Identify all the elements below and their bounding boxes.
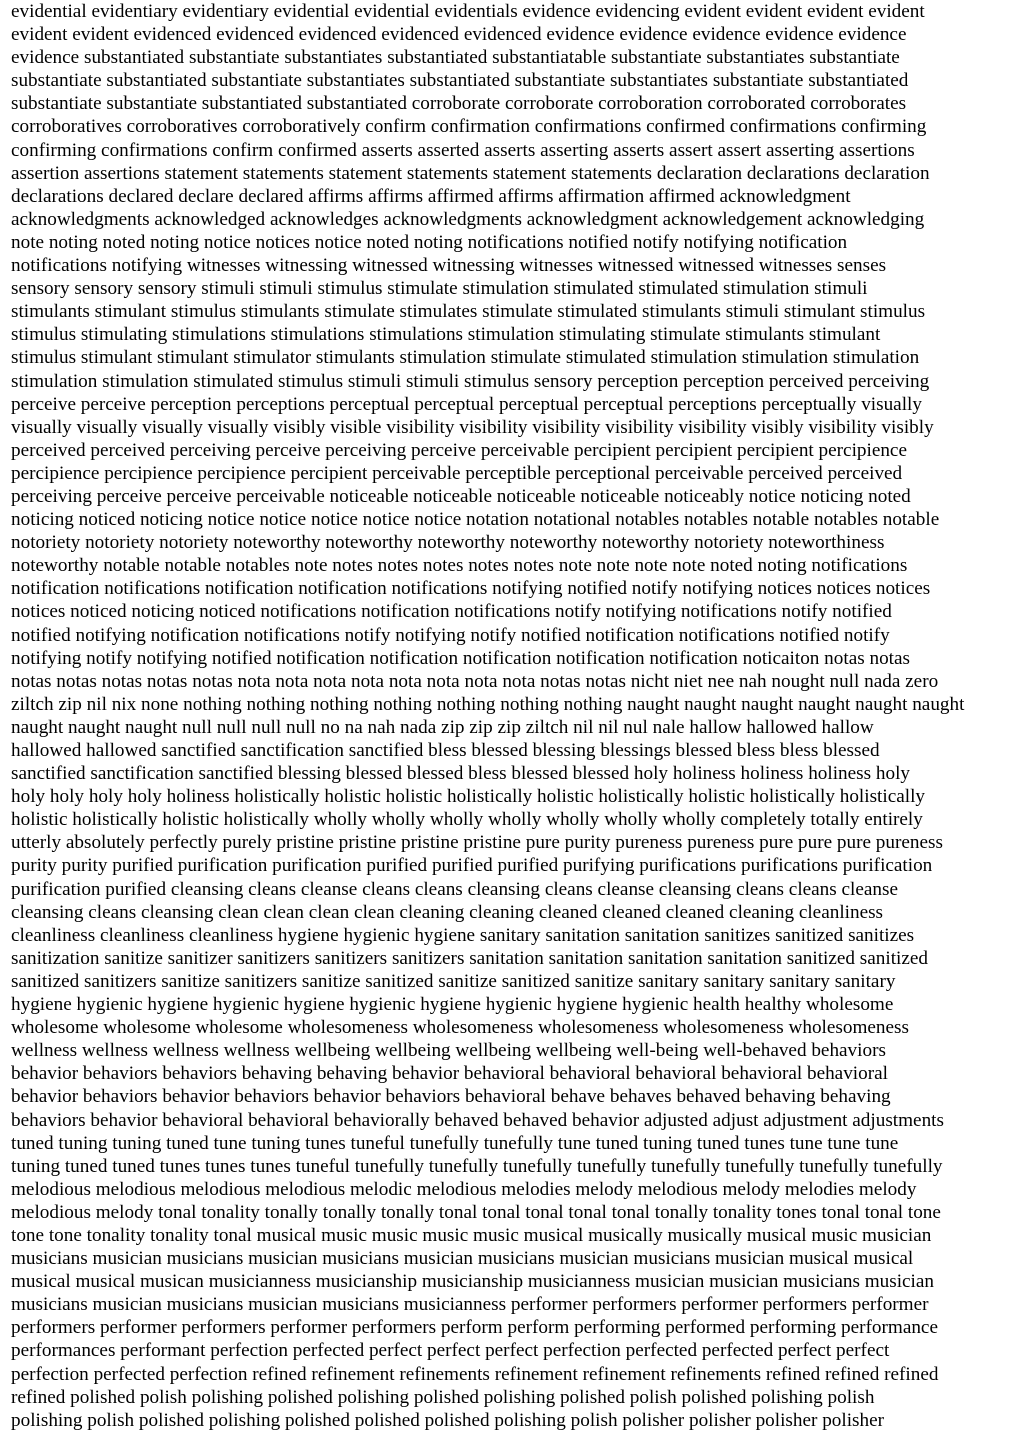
text-line: performances performant perfection perfected perfect perfect perfect perfection perfected perfected perfect perfect	[11, 1340, 890, 1362]
text-line: stimulation stimulation stimulated stimulus stimuli stimuli stimulus sensory perception perception perceived perceiving	[11, 370, 930, 392]
text-line: sanitization sanitize sanitizer sanitizers sanitizers sanitizers sanitation sanitation sanitation sanitation sanitized sanitized	[11, 947, 928, 969]
text-line: notoriety notoriety notoriety noteworthy noteworthy noteworthy noteworthy noteworthy notoriety noteworthiness	[11, 532, 885, 554]
text-line: noteworthy notable notable notables note notes notes notes notes notes note note note note noted noting notifications	[11, 555, 908, 577]
text-line: notas notas notas notas notas nota nota nota nota nota nota nota nota notas notas nicht niet nee nah nought null nada zero	[11, 670, 939, 692]
text-line: tuned tuning tuning tuned tune tuning tunes tuneful tunefully tunefully tune tuned tuning tuned tunes tune tune tune	[11, 1132, 899, 1154]
text-line: holy holy holy holy holiness holistically holistic holistic holistically holistic holistically holistic holistically holistically	[11, 786, 926, 808]
text-line: refined polished polish polishing polished polishing polished polishing polished polish polished polishing polish	[11, 1386, 875, 1408]
text-line: melodious melodious melodious melodious melodic melodious melodies melody melodious melody melodies melody	[11, 1178, 917, 1200]
text-line: perfection perfected perfection refined refinement refinements refinement refinement refinements refined refined refined	[11, 1363, 939, 1385]
text-line: perceiving perceive perceive perceivable noticeable noticeable noticeable noticeable noticeably notice noticing noted	[11, 485, 911, 507]
text-line: noticing noticed noticing notice notice notice notice notice notation notational notables notables notable notables notable	[11, 509, 940, 531]
text-line: hygiene hygienic hygiene hygienic hygiene hygienic hygiene hygienic hygiene hygienic health healthy wholesome	[11, 994, 894, 1016]
text-line: substantiate substantiate substantiated substantiated corroborate corroborate corroboration corroborated corroborates	[11, 93, 907, 115]
text-line: notices noticed noticing noticed notifications notification notifications notify notifying notifications notify notified	[11, 601, 892, 623]
text-line: purity purity purified purification purification purified purified purified purifying purifications purifications purification	[11, 855, 933, 877]
text-line: musicians musician musicians musician musicians musician musicians musician musicians musician musical musical	[11, 1248, 914, 1270]
text-line: notifications notifying witnesses witnessing witnessed witnessing witnesses witnessed witnessed witnesses senses	[11, 255, 887, 277]
text-line: notification notifications notification notification notifications notifying notified notify notifying notices notices notices	[11, 578, 931, 600]
text-line: behaviors behavior behavioral behavioral behaviorally behaved behaved behavior adjusted adjust adjustment adjustments	[11, 1109, 944, 1131]
text-line: sanitized sanitizers sanitize sanitizers sanitize sanitized sanitize sanitized sanitize sanitary sanitary sanitary sanitary	[11, 970, 896, 992]
text-line: naught naught naught null null null null no na nah nada zip zip zip ziltch nil nil nul nale hallow hallowed hallow	[11, 716, 874, 738]
text-line: visually visually visually visually visibly visible visibility visibility visibility visibility visibility visibly visibility visibly	[11, 416, 934, 438]
text-line: stimulus stimulant stimulant stimulator stimulants stimulation stimulate stimulated stimulation stimulation stimulation	[11, 347, 920, 369]
text-line: evidential evidentiary evidentiary evidential evidential evidentials evidence evidencing evident evident evident evident	[11, 1, 925, 22]
text-line: stimulus stimulating stimulations stimulations stimulations stimulation stimulating stimulate stimulants stimulant	[11, 324, 881, 346]
text-line: substantiate substantiated substantiate substantiates substantiated substantiate substantiates substantiate substantiated	[11, 70, 909, 92]
text-line: notifying notify notifying notified notification notification notification notification notification noticaiton notas notas	[11, 647, 910, 669]
text-line: assertion assertions statement statements statement statements statement statements declaration declarations declaration	[11, 162, 930, 184]
text-line: ziltch zip nil nix none nothing nothing nothing nothing nothing nothing nothing naught naught naught naught naught naught	[11, 693, 965, 715]
text-line: evident evident evidenced evidenced evidenced evidenced evidenced evidence evidence evidence evidence evidence	[11, 24, 907, 46]
text-line: confirming confirmations confirm confirmed asserts asserted asserts asserting asserts assert assert asserting assertions	[11, 139, 915, 161]
text-line: behavior behaviors behaviors behaving behaving behavior behavioral behavioral behavioral behavioral behavioral	[11, 1063, 888, 1085]
text-line: utterly absolutely perfectly purely pristine pristine pristine pristine pure purity pureness pureness pure pure pure pureness	[11, 832, 943, 854]
text-line: holistic holistically holistic holistically wholly wholly wholly wholly wholly wholly wholly completely totally entirely	[11, 809, 923, 831]
text-line: acknowledgments acknowledged acknowledges acknowledgments acknowledgment acknowledgement acknowledging	[11, 208, 925, 230]
text-line: wholesome wholesome wholesome wholesomeness wholesomeness wholesomeness wholesomeness wholesomeness	[11, 1017, 909, 1039]
text-line: sensory sensory sensory stimuli stimuli stimulus stimulate stimulation stimulated stimulated stimulation stimuli	[11, 278, 868, 300]
text-line: note noting noted noting notice notices notice noted noting notifications notified notify notifying notification	[11, 231, 848, 253]
text-line: declarations declared declare declared affirms affirms affirmed affirms affirmation affirmed acknowledgment	[11, 185, 851, 207]
text-line: evidence substantiated substantiate substantiates substantiated substantiatable substantiate substantiates substantiate	[11, 47, 900, 69]
text-line: wellness wellness wellness wellness wellbeing wellbeing wellbeing wellbeing well-being well-behaved behaviors	[11, 1040, 886, 1062]
text-line: stimulants stimulant stimulus stimulants stimulate stimulates stimulate stimulated stimulants stimuli stimulant stimulus	[11, 301, 926, 323]
text-line: sanctified sanctification sanctified blessing blessed blessed bless blessed blessed holy holiness holiness holiness holy	[11, 763, 911, 785]
text-line: corroboratives corroboratives corroboratively confirm confirmation confirmations confirmed confirmations confirming	[11, 116, 927, 138]
text-line: polishing polish polished polishing polished polished polished polishing polish polisher polisher polisher polisher	[11, 1409, 885, 1431]
text-line: purification purified cleansing cleans cleanse cleans cleans cleansing cleans cleanse cleansing cleans cleans cleanse	[11, 878, 899, 900]
text-line: cleansing cleans cleansing clean clean clean clean cleaning cleaning cleaned cleaned cleaned cleaning cleanliness	[11, 901, 884, 923]
text-line: behavior behaviors behavior behaviors behavior behaviors behavioral behave behaves behaved behaving behaving	[11, 1086, 891, 1108]
text-line: melodious melody tonal tonality tonally tonally tonally tonal tonal tonal tonal tonal tonally tonality tones tonal tonal tone	[11, 1201, 941, 1223]
text-line: musical musical musican musicianness musicianship musicianship musicianness musician musician musicians musician	[11, 1271, 934, 1293]
text-line: notified notifying notification notifications notify notifying notify notified notification notifications notified notify	[11, 624, 890, 646]
text-line: cleanliness cleanliness cleanliness hygiene hygienic hygiene sanitary sanitation sanitation sanitizes sanitized sanitizes	[11, 924, 915, 946]
text-line: tuning tuned tuned tunes tunes tunes tuneful tunefully tunefully tunefully tunefully tunefully tunefully tunefully tunefully	[11, 1155, 943, 1177]
text-line: perceive perceive perception perceptions perceptual perceptual perceptual perceptual perceptions perceptually visually	[11, 393, 922, 415]
text-line: perceived perceived perceiving perceive perceiving perceive perceivable percipient percipient percipient percipience	[11, 439, 907, 461]
text-line: percipience percipience percipience percipient perceivable perceptible perceptional perceivable perceived perceived	[11, 462, 903, 484]
text-line: performers performer performers performer performers perform perform performing performed performing performance	[11, 1317, 938, 1339]
text-line: tone tone tonality tonality tonal musical music music music music musical musically musically musical music musician	[11, 1224, 932, 1246]
text-line: hallowed hallowed sanctified sanctification sanctified bless blessed blessing blessings blessed bless bless blessed	[11, 740, 880, 761]
text-line: musicians musician musicians musician musicians musicianness performer performers performer performers performer	[11, 1294, 929, 1316]
